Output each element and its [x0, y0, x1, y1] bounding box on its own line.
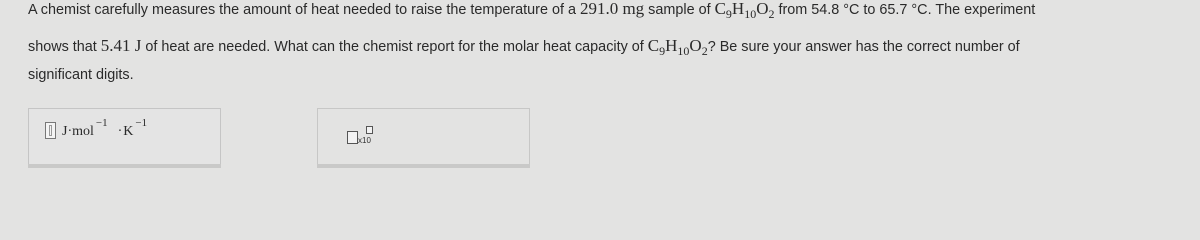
question-text-segment: from	[774, 2, 812, 18]
math-tool-panel	[317, 108, 530, 168]
scientific-notation-icon	[347, 131, 358, 144]
answer-entry-field[interactable]	[28, 108, 221, 168]
heat-amount: 5.41 J	[100, 36, 142, 55]
unit-mol: mol	[72, 124, 94, 139]
entry-field-bottom-edge	[28, 164, 221, 168]
final-temperature: 65.7 °C	[879, 2, 928, 18]
question-text-segment: shows that	[28, 39, 101, 55]
unit-dot: ·	[67, 124, 73, 139]
question-line-2	[28, 37, 1020, 56]
initial-temperature: 54.8 °C	[811, 2, 860, 18]
chemical-formula: $C_9H_{10}O_2$	[647, 36, 708, 58]
question-text-segment: of heat are needed. What can the chemist report for the molar heat capacity of	[141, 39, 648, 55]
question-line-3	[28, 66, 134, 84]
answer-input-box[interactable]	[45, 122, 56, 139]
unit-kelvin-exponent: −1	[135, 117, 148, 129]
answer-area	[28, 108, 530, 168]
unit-mol-exponent: −1	[95, 117, 108, 129]
unit-dot: ·	[117, 124, 123, 139]
exponent-box-icon	[366, 126, 373, 134]
question-text-segment: significant digits.	[28, 67, 134, 83]
sample-mass: 291.0 mg	[579, 0, 645, 18]
question-text-segment: ? Be sure your answer has the correct number of	[707, 39, 1020, 55]
chemical-formula: $C_9H_{10}O_2$	[714, 0, 775, 21]
tool-panel-bottom-edge	[317, 164, 530, 168]
unit-kelvin: K	[123, 124, 134, 139]
question-text-segment: to	[859, 2, 880, 18]
question-text-segment: . The experiment	[927, 2, 1036, 18]
question-text-segment: A chemist carefully measures the amount of heat needed to raise the temperature of a	[28, 2, 580, 18]
unit-joule: J	[62, 124, 68, 139]
answer-unit	[62, 117, 148, 140]
question-text-segment: sample of	[644, 2, 715, 18]
scientific-notation-button[interactable]	[347, 126, 375, 150]
question-line-1	[28, 0, 1035, 19]
x10-label: x10	[358, 136, 371, 145]
